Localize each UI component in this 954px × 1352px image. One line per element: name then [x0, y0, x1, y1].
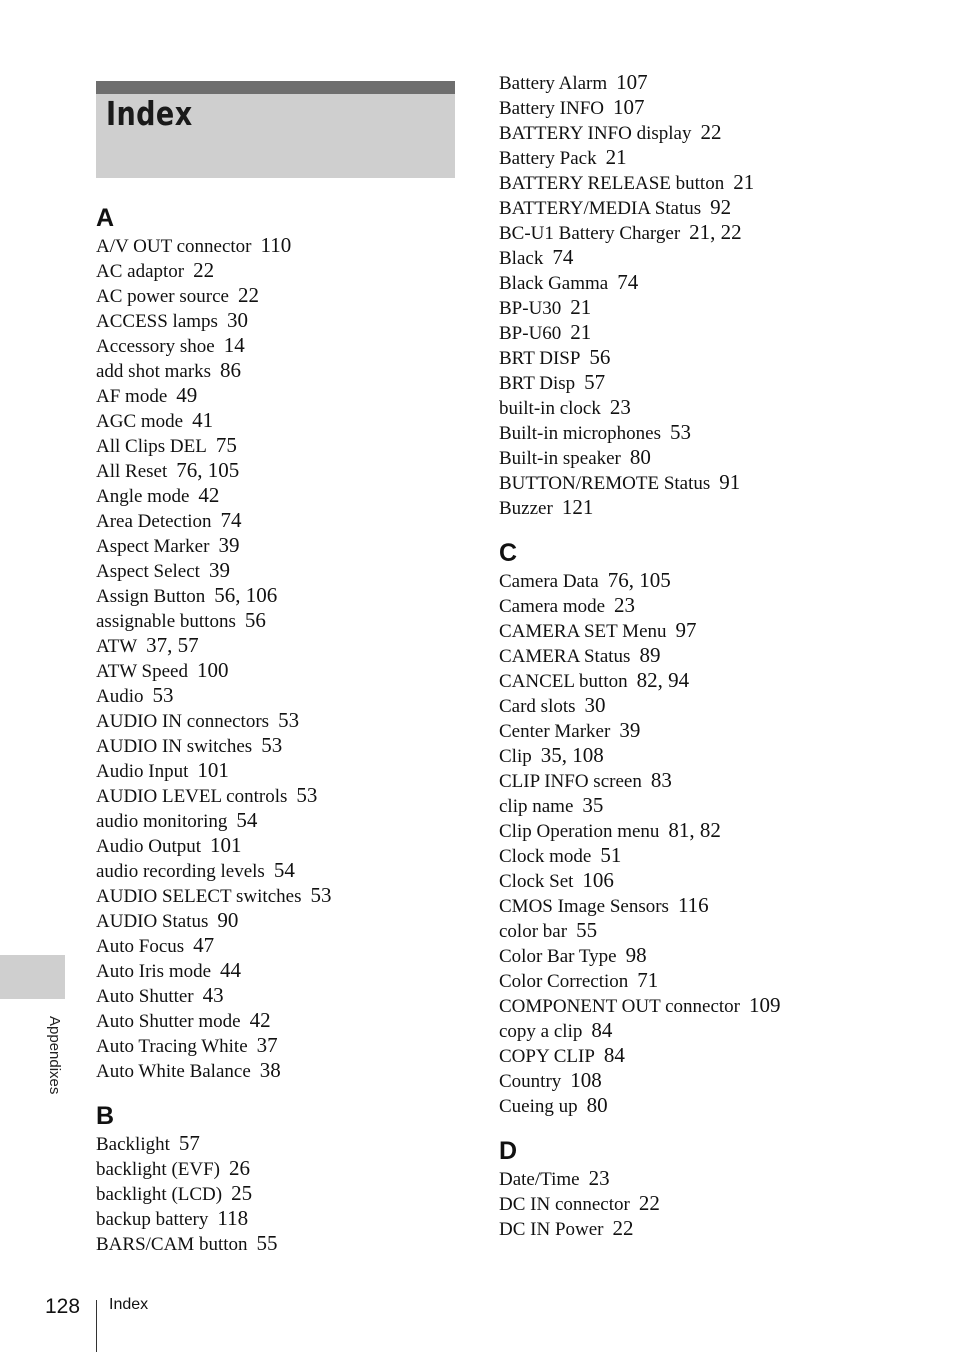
section-letter: B — [96, 1102, 115, 1130]
index-page-ref: 55 — [256, 1231, 278, 1255]
index-term: BRT Disp — [499, 373, 576, 394]
index-term: Date/Time — [499, 1169, 580, 1190]
index-entry — [499, 843, 839, 868]
index-section — [499, 70, 839, 520]
footer-label: Index — [109, 1296, 149, 1313]
section-tab-marker — [0, 955, 65, 999]
index-page-ref: 92 — [710, 195, 732, 219]
index-entry — [499, 170, 839, 195]
index-entry — [499, 1166, 839, 1191]
index-term: Assign Button — [96, 586, 206, 607]
index-page-ref: 90 — [217, 908, 239, 932]
index-entry — [96, 1131, 436, 1156]
index-entry — [499, 245, 839, 270]
section-side-label: Appendixes — [46, 1016, 63, 1095]
index-entry — [499, 643, 839, 668]
index-page-ref: 86 — [220, 358, 242, 382]
index-column-right — [499, 70, 839, 1241]
index-term: Built-in microphones — [499, 423, 662, 444]
index-page-ref: 30 — [226, 308, 248, 332]
index-term: Area Detection — [96, 511, 212, 532]
index-page-ref: 71 — [637, 968, 659, 992]
index-term: CANCEL button — [499, 671, 628, 692]
index-term: Auto White Balance — [96, 1061, 251, 1082]
index-entry — [96, 308, 436, 333]
index-entry — [499, 918, 839, 943]
index-section — [499, 538, 839, 1118]
index-page-ref: 74 — [220, 508, 242, 532]
index-page-ref: 101 — [210, 833, 242, 857]
index-term: Backlight — [96, 1134, 170, 1155]
index-term: BC-U1 Battery Charger — [499, 223, 681, 244]
index-page-ref: 98 — [625, 943, 647, 967]
index-page-ref: 42 — [198, 483, 220, 507]
index-term: Accessory shoe — [96, 336, 215, 357]
index-term: copy a clip — [499, 1021, 583, 1042]
index-term: Auto Iris mode — [96, 961, 212, 982]
page-title: Index — [106, 94, 193, 133]
index-term: Clip Operation menu — [499, 821, 660, 842]
index-entry — [499, 395, 839, 420]
index-page-ref: 51 — [600, 843, 622, 867]
index-page-ref: 80 — [629, 445, 651, 469]
index-term: Angle mode — [96, 486, 190, 507]
index-page-ref: 53 — [278, 708, 300, 732]
index-entry — [96, 983, 436, 1008]
index-term: DC IN Power — [499, 1219, 604, 1240]
index-page-ref: 100 — [197, 658, 229, 682]
index-entry — [96, 808, 436, 833]
index-page-ref: 53 — [152, 683, 174, 707]
index-term: Clock Set — [499, 871, 574, 892]
index-entry — [96, 633, 436, 658]
index-term: Built-in speaker — [499, 448, 621, 469]
index-page-ref: 76, 105 — [607, 568, 671, 592]
index-entry — [96, 408, 436, 433]
section-letter: A — [96, 204, 115, 232]
index-entry — [499, 718, 839, 743]
index-page-ref: 37 — [256, 1033, 278, 1057]
index-term: Clock mode — [499, 846, 592, 867]
index-term: Country — [499, 1071, 562, 1092]
index-entry — [499, 70, 839, 95]
index-page-ref: 35, 108 — [540, 743, 604, 767]
index-term: Battery Alarm — [499, 73, 608, 94]
index-page-ref: 39 — [218, 533, 240, 557]
index-term: AUDIO IN switches — [96, 736, 253, 757]
index-term: Color Bar Type — [499, 946, 617, 967]
index-entry — [499, 120, 839, 145]
index-page-ref: 30 — [584, 693, 606, 717]
section-letter: C — [499, 539, 518, 567]
index-entry — [499, 568, 839, 593]
index-term: AC power source — [96, 286, 229, 307]
index-page-ref: 21 — [733, 170, 755, 194]
index-term: AGC mode — [96, 411, 184, 432]
index-entry — [499, 445, 839, 470]
index-entry — [499, 145, 839, 170]
index-term: color bar — [499, 921, 568, 942]
index-term: Black Gamma — [499, 273, 609, 294]
index-term: built-in clock — [499, 398, 601, 419]
index-page-ref: 89 — [639, 643, 661, 667]
index-entry — [96, 458, 436, 483]
index-term: ATW Speed — [96, 661, 188, 682]
index-entry — [96, 333, 436, 358]
index-page-ref: 57 — [178, 1131, 200, 1155]
index-page-ref: 23 — [614, 593, 636, 617]
index-page-ref: 37, 57 — [146, 633, 199, 657]
index-entry — [499, 818, 839, 843]
index-term: BRT DISP — [499, 348, 581, 369]
index-page-ref: 74 — [552, 245, 574, 269]
index-term: CAMERA Status — [499, 646, 631, 667]
index-entry — [499, 270, 839, 295]
index-page-ref: 23 — [588, 1166, 610, 1190]
index-entry — [499, 495, 839, 520]
index-entry — [499, 1043, 839, 1068]
index-page-ref: 118 — [217, 1206, 249, 1230]
index-entry — [96, 1206, 436, 1231]
index-entry — [499, 1093, 839, 1118]
index-term: DC IN connector — [499, 1194, 630, 1215]
index-entry — [96, 683, 436, 708]
index-page-ref: 84 — [603, 1043, 625, 1067]
index-page-ref: 53 — [310, 883, 332, 907]
index-page-ref: 53 — [261, 733, 283, 757]
index-term: Auto Focus — [96, 936, 185, 957]
index-page-ref: 22 — [237, 283, 259, 307]
index-term: Auto Shutter — [96, 986, 194, 1007]
index-term: BATTERY INFO display — [499, 123, 692, 144]
index-page-ref: 14 — [223, 333, 245, 357]
index-entry — [499, 370, 839, 395]
index-entry — [499, 793, 839, 818]
index-entry — [499, 1191, 839, 1216]
index-page-ref: 107 — [616, 70, 648, 94]
page-number: 128 — [45, 1295, 81, 1318]
index-entry — [499, 1018, 839, 1043]
index-entry — [96, 1033, 436, 1058]
index-page-ref: 56 — [244, 608, 266, 632]
index-term: backup battery — [96, 1209, 209, 1230]
index-term: audio recording levels — [96, 861, 265, 882]
index-entry — [96, 508, 436, 533]
index-page-ref: 41 — [192, 408, 214, 432]
index-page-ref: 39 — [619, 718, 641, 742]
index-section — [96, 203, 436, 1083]
index-page-ref: 21 — [570, 295, 592, 319]
index-page-ref: 83 — [650, 768, 672, 792]
index-entry — [499, 993, 839, 1018]
index-term: BATTERY/MEDIA Status — [499, 198, 702, 219]
index-page-ref: 76, 105 — [176, 458, 240, 482]
index-page-ref: 35 — [582, 793, 604, 817]
index-entry — [499, 295, 839, 320]
index-term: audio monitoring — [96, 811, 228, 832]
index-term: assignable buttons — [96, 611, 236, 632]
index-entry — [96, 583, 436, 608]
index-term: BATTERY RELEASE button — [499, 173, 725, 194]
index-page-ref: 81, 82 — [668, 818, 721, 842]
index-entry — [499, 320, 839, 345]
index-term: AC adaptor — [96, 261, 185, 282]
index-term: AUDIO Status — [96, 911, 209, 932]
index-entry — [96, 233, 436, 258]
index-entry — [96, 858, 436, 883]
index-entry — [499, 943, 839, 968]
index-term: Camera mode — [499, 596, 606, 617]
index-term: AUDIO SELECT switches — [96, 886, 302, 907]
index-term: A/V OUT connector — [96, 236, 252, 257]
index-entry — [499, 868, 839, 893]
index-page-ref: 108 — [570, 1068, 602, 1092]
index-entry — [96, 608, 436, 633]
index-page-ref: 57 — [584, 370, 606, 394]
index-term: Center Marker — [499, 721, 611, 742]
index-entry — [499, 1068, 839, 1093]
index-page-ref: 121 — [561, 495, 594, 519]
index-column-left — [96, 203, 436, 1256]
index-entry — [96, 258, 436, 283]
index-entry — [96, 358, 436, 383]
index-term: COMPONENT OUT connector — [499, 996, 740, 1017]
index-term: Audio Input — [96, 761, 189, 782]
index-term: All Reset — [96, 461, 168, 482]
index-page-ref: 21 — [570, 320, 592, 344]
footer-divider — [96, 1300, 97, 1352]
index-page-ref: 26 — [229, 1156, 251, 1180]
index-term: Card slots — [499, 696, 576, 717]
index-entry — [96, 533, 436, 558]
index-entry — [499, 893, 839, 918]
index-entry — [96, 1008, 436, 1033]
index-entry — [96, 558, 436, 583]
index-term: BP-U60 — [499, 323, 562, 344]
index-term: Clip — [499, 746, 532, 767]
index-entry — [96, 783, 436, 808]
section-letter: D — [499, 1137, 518, 1165]
index-entry — [96, 833, 436, 858]
index-page-ref: 43 — [202, 983, 224, 1007]
index-page-ref: 42 — [249, 1008, 271, 1032]
index-entry — [499, 1216, 839, 1241]
index-term: Audio — [96, 686, 144, 707]
index-entry — [96, 758, 436, 783]
index-term: Aspect Marker — [96, 536, 210, 557]
index-term: CMOS Image Sensors — [499, 896, 669, 917]
index-page-ref: 44 — [220, 958, 242, 982]
index-section — [96, 1101, 436, 1256]
index-page-ref: 101 — [197, 758, 229, 782]
index-page-ref: 56 — [589, 345, 611, 369]
index-entry — [499, 420, 839, 445]
index-page-ref: 22 — [700, 120, 722, 144]
index-term: clip name — [499, 796, 574, 817]
index-term: ATW — [96, 636, 138, 657]
index-term: ACCESS lamps — [96, 311, 218, 332]
index-entry — [96, 1058, 436, 1083]
index-page-ref: 82, 94 — [636, 668, 690, 692]
index-page-ref: 91 — [719, 470, 741, 494]
index-term: add shot marks — [96, 361, 212, 382]
index-title-box — [96, 81, 455, 178]
index-page-ref: 22 — [638, 1191, 660, 1215]
index-page-ref: 47 — [193, 933, 215, 957]
index-entry — [499, 743, 839, 768]
index-section — [499, 1136, 839, 1241]
index-term: BUTTON/REMOTE Status — [499, 473, 711, 494]
index-page-ref: 56, 106 — [214, 583, 278, 607]
index-page-ref: 54 — [236, 808, 258, 832]
index-term: COPY CLIP — [499, 1046, 595, 1067]
index-entry — [96, 733, 436, 758]
index-entry — [96, 908, 436, 933]
index-page-ref: 23 — [609, 395, 631, 419]
index-page-ref: 21 — [605, 145, 627, 169]
index-entry — [96, 1231, 436, 1256]
index-entry — [96, 383, 436, 408]
index-page-ref: 22 — [612, 1216, 634, 1240]
index-page-ref: 49 — [176, 383, 198, 407]
index-entry — [96, 1156, 436, 1181]
index-term: AF mode — [96, 386, 168, 407]
index-entry — [96, 958, 436, 983]
index-page-ref: 53 — [670, 420, 692, 444]
index-term: Cueing up — [499, 1096, 578, 1117]
index-term: backlight (LCD) — [96, 1184, 223, 1205]
index-page-ref: 39 — [208, 558, 230, 582]
index-term: BP-U30 — [499, 298, 562, 319]
index-term: Buzzer — [499, 498, 553, 519]
index-page-ref: 75 — [215, 433, 237, 457]
index-entry — [96, 1181, 436, 1206]
index-term: Battery Pack — [499, 148, 597, 169]
index-term: AUDIO IN connectors — [96, 711, 270, 732]
index-term: Battery INFO — [499, 98, 605, 119]
index-entry — [499, 470, 839, 495]
index-entry — [96, 658, 436, 683]
index-term: Auto Tracing White — [96, 1036, 248, 1057]
index-entry — [499, 95, 839, 120]
index-term: Aspect Select — [96, 561, 200, 582]
index-entry — [499, 593, 839, 618]
index-page-ref: 38 — [259, 1058, 281, 1082]
index-term: Color Correction — [499, 971, 629, 992]
index-entry — [499, 220, 839, 245]
index-entry — [499, 768, 839, 793]
index-term: backlight (EVF) — [96, 1159, 221, 1180]
index-term: BARS/CAM button — [96, 1234, 248, 1255]
index-page-ref: 110 — [260, 233, 292, 257]
index-page-ref: 84 — [591, 1018, 613, 1042]
index-entry — [499, 345, 839, 370]
index-entry — [499, 618, 839, 643]
index-page-ref: 21, 22 — [689, 220, 742, 244]
index-page-ref: 109 — [749, 993, 781, 1017]
index-entry — [499, 693, 839, 718]
index-page-ref: 106 — [582, 868, 614, 892]
index-entry — [499, 968, 839, 993]
index-entry — [499, 195, 839, 220]
index-term: Camera Data — [499, 571, 599, 592]
index-page-ref: 25 — [231, 1181, 253, 1205]
index-term: CAMERA SET Menu — [499, 621, 667, 642]
index-entry — [96, 708, 436, 733]
index-term: Audio Output — [96, 836, 202, 857]
index-term: CLIP INFO screen — [499, 771, 642, 792]
index-entry — [499, 668, 839, 693]
index-entry — [96, 883, 436, 908]
index-page-ref: 53 — [296, 783, 318, 807]
index-term: Black — [499, 248, 544, 269]
index-page-ref: 54 — [273, 858, 295, 882]
index-term: All Clips DEL — [96, 436, 207, 457]
index-page-ref: 55 — [576, 918, 598, 942]
index-page-ref: 107 — [613, 95, 645, 119]
index-page-ref: 97 — [675, 618, 697, 642]
index-entry — [96, 483, 436, 508]
index-page-ref: 74 — [617, 270, 639, 294]
index-entry — [96, 933, 436, 958]
index-page-ref: 116 — [677, 893, 709, 917]
index-page-ref: 80 — [586, 1093, 608, 1117]
index-term: Auto Shutter mode — [96, 1011, 241, 1032]
index-page-ref: 22 — [193, 258, 215, 282]
index-entry — [96, 283, 436, 308]
index-term: AUDIO LEVEL controls — [96, 786, 288, 807]
index-entry — [96, 433, 436, 458]
